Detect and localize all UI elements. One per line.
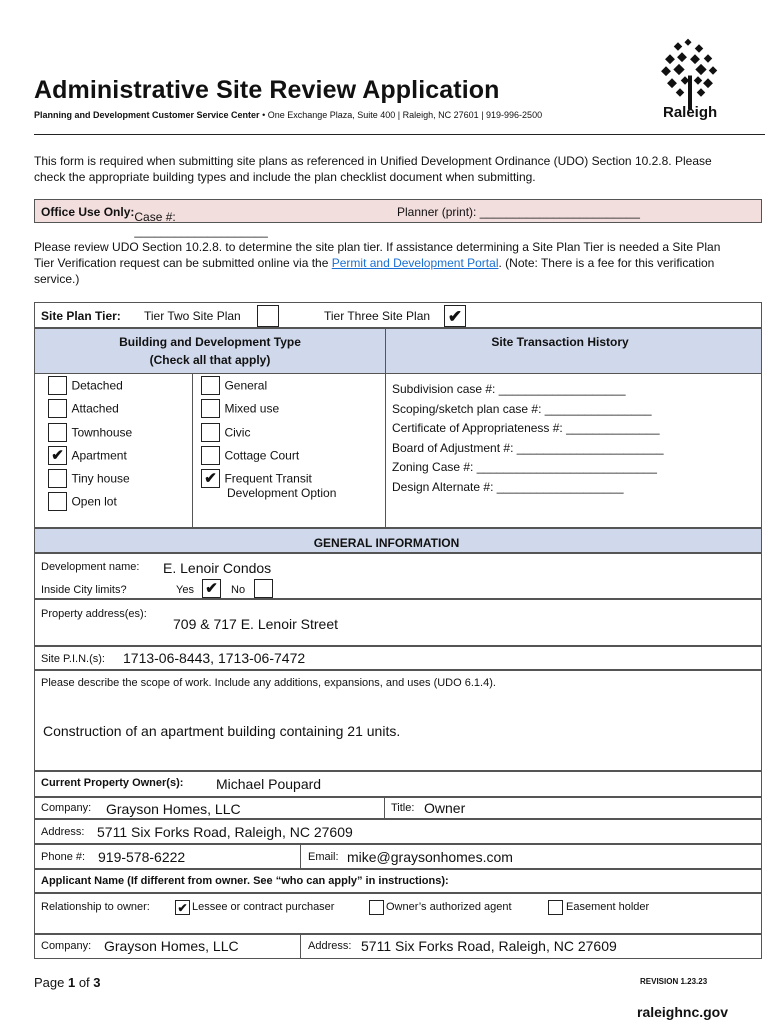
section-divider: [385, 374, 386, 528]
checkbox-townhouse[interactable]: [48, 423, 67, 442]
phone-divider: [300, 844, 301, 869]
building-option[interactable]: [48, 446, 132, 469]
building-option[interactable]: [48, 399, 132, 422]
lessee-checkbox[interactable]: ✔: [175, 900, 190, 915]
checkbox-open-lot[interactable]: [48, 492, 67, 511]
lessee-label: Lessee or contract purchaser: [192, 901, 335, 913]
building-option[interactable]: [201, 446, 336, 469]
address-row: [34, 599, 762, 646]
office-case-field[interactable]: Case #: ____________________: [134, 210, 268, 238]
building-option[interactable]: [48, 376, 132, 399]
label-detached: Detached: [71, 378, 123, 393]
no-label: No: [231, 584, 246, 596]
general-rows: [34, 553, 762, 599]
raleigh-logo-text: Raleigh: [663, 104, 718, 121]
label-development-option: Development Option: [227, 486, 337, 501]
history-list: [392, 380, 664, 497]
page-of: of: [75, 975, 94, 990]
applicant-company-value[interactable]: Grayson Homes, LLC: [104, 938, 239, 954]
building-option[interactable]: [201, 376, 336, 399]
building-col-divider: [192, 374, 193, 528]
tier-two-checkbox[interactable]: [257, 305, 279, 327]
inside-city-label: Inside City limits?: [41, 584, 127, 596]
title-label: Title:: [391, 802, 415, 814]
history-scoping[interactable]: Scoping/sketch plan case #: ________________: [392, 401, 652, 416]
dev-name-label: Development name:: [41, 561, 140, 573]
company-divider: [384, 797, 385, 819]
label-cottage-court: Cottage Court: [224, 448, 300, 463]
revision-label: REVISION 1.23.23: [640, 977, 708, 986]
relationship-row: [34, 893, 762, 934]
pin-label: Site P.I.N.(s):: [41, 653, 105, 665]
building-option[interactable]: [201, 423, 336, 446]
history-design[interactable]: Design Alternate #: ___________________: [392, 479, 624, 494]
review-text-part1: Please review UDO Section 10.2.8. to determine the site plan tier. If assistance determining a Site Plan Tier is needed a Site Plan Tier Verification request can be submitted online via the: [34, 240, 721, 270]
office-use-label: Office Use Only:: [41, 205, 135, 219]
checkbox-attached[interactable]: [48, 399, 67, 418]
footer-url[interactable]: raleighnc.gov: [637, 1004, 729, 1020]
office-use-line: [41, 205, 268, 238]
intro-text: This form is required when submitting site plans as referenced in Unified Development Ordinance (UDO) Section 10.2.8. Please check the appropriate building types and include the plan checklist document when submitting.: [34, 154, 712, 184]
tier-label: Site Plan Tier:: [41, 309, 121, 323]
subtitle-address: • One Exchange Plaza, Suite 400 | Raleigh, NC 27601 | 919-996-2500: [259, 110, 543, 120]
tier-three-checkbox[interactable]: ✔: [444, 305, 466, 327]
building-option[interactable]: [48, 492, 132, 515]
header-divider: [34, 134, 765, 135]
label-open-lot: Open lot: [71, 495, 117, 510]
page-current: 1: [67, 975, 76, 990]
label-tiny-house: Tiny house: [71, 471, 130, 486]
owner-name[interactable]: Michael Poupard: [216, 776, 322, 792]
label-apartment: Apartment: [71, 448, 127, 463]
relationship-label: Relationship to owner:: [41, 901, 150, 913]
building-col1: [48, 376, 132, 516]
tier-three-label: Tier Three Site Plan: [324, 309, 431, 323]
form-title: Administrative Site Review Application: [34, 76, 500, 104]
review-text: [34, 239, 734, 287]
company-label: Company:: [41, 802, 92, 814]
page-total: 3: [93, 975, 101, 990]
agent-checkbox[interactable]: [369, 900, 384, 915]
review-text-part2: . (Note: There is a fee for this verification service.): [34, 256, 715, 286]
yes-label: Yes: [176, 584, 194, 596]
label-townhouse: Townhouse: [71, 425, 133, 440]
phone-label: Phone #:: [41, 851, 86, 863]
label-frequent-transit: Frequent Transit: [224, 471, 312, 486]
address-value[interactable]: 709 & 717 E. Lenoir Street: [173, 616, 338, 632]
applicant-label: Applicant Name (If different from owner. See “who can apply” in instructions):: [41, 875, 449, 887]
pin-value[interactable]: 1713-06-8443, 1713-06-7472: [123, 650, 306, 666]
building-col2: [201, 376, 336, 500]
checkbox-civic[interactable]: [201, 423, 220, 442]
dev-name-value[interactable]: E. Lenoir Condos: [163, 560, 272, 576]
building-header-subtitle: (Check all that apply): [149, 353, 271, 367]
page-prefix: Page: [34, 975, 68, 990]
agent-label: Owner’s authorized agent: [386, 901, 512, 913]
history-subdivision[interactable]: Subdivision case #: ___________________: [392, 382, 626, 396]
applicant-company-label: Company:: [41, 940, 92, 952]
email-value[interactable]: mike@graysonhomes.com: [347, 849, 513, 865]
owner-label: Current Property Owner(s):: [41, 777, 184, 789]
scope-value[interactable]: Construction of an apartment building containing 21 units.: [43, 723, 401, 739]
checkbox-tiny-house[interactable]: [48, 469, 67, 488]
building-option[interactable]: [201, 469, 336, 486]
yes-checkbox[interactable]: ✔: [202, 579, 221, 598]
applicant-address-label: Address:: [308, 940, 352, 952]
permit-portal-link[interactable]: Permit and Development Portal: [331, 256, 499, 270]
checkbox-apartment[interactable]: ✔: [48, 446, 67, 465]
company-value[interactable]: Grayson Homes, LLC: [106, 801, 241, 817]
checkbox-general[interactable]: [201, 376, 220, 395]
email-label: Email:: [308, 851, 339, 863]
history-certificate[interactable]: Certificate of Appropriateness #: ______________: [392, 421, 660, 435]
tier-two-label: Tier Two Site Plan: [144, 309, 241, 323]
subtitle-center: Planning and Development Customer Service Center: [34, 110, 260, 120]
owner-address-value[interactable]: 5711 Six Forks Road, Raleigh, NC 27609: [97, 824, 353, 840]
history-board[interactable]: Board of Adjustment #: ______________________: [392, 440, 664, 455]
checkbox-frequent-transit[interactable]: ✔: [201, 469, 220, 488]
label-general: General: [224, 378, 268, 393]
building-option[interactable]: [201, 399, 336, 422]
applicant-address-value[interactable]: 5711 Six Forks Road, Raleigh, NC 27609: [361, 938, 617, 954]
checkbox-mixed-use[interactable]: [201, 399, 220, 418]
no-checkbox[interactable]: [254, 579, 273, 598]
label-civic: Civic: [224, 425, 251, 440]
label-mixed-use: Mixed use: [224, 402, 280, 417]
phone-value[interactable]: 919-578-6222: [98, 849, 186, 865]
address-label: Property address(es):: [41, 608, 147, 620]
form-subtitle: [34, 110, 542, 120]
office-use-bar: [34, 199, 762, 238]
page-number: [34, 975, 101, 990]
history-zoning[interactable]: Zoning Case #: ___________________________: [392, 460, 657, 474]
checkbox-detached[interactable]: [48, 376, 67, 395]
office-planner-field[interactable]: Planner (print): ________________________: [397, 205, 640, 219]
checkbox-cottage-court[interactable]: [201, 446, 220, 465]
applicant-company-divider: [300, 934, 301, 959]
easement-checkbox[interactable]: [548, 900, 563, 915]
general-header-title: GENERAL INFORMATION: [313, 536, 460, 550]
label-attached: Attached: [71, 402, 119, 417]
building-option[interactable]: [48, 423, 132, 446]
history-header-title: Site Transaction History: [491, 335, 629, 349]
owner-address-label: Address:: [41, 826, 85, 838]
easement-label: Easement holder: [566, 901, 650, 913]
building-option[interactable]: [48, 469, 132, 492]
scope-label: Please describe the scope of work. Include any additions, expansions, and uses (UDO 6.1.4).: [41, 677, 496, 689]
title-value[interactable]: Owner: [424, 800, 466, 816]
building-header-title: Building and Development Type: [119, 335, 301, 349]
